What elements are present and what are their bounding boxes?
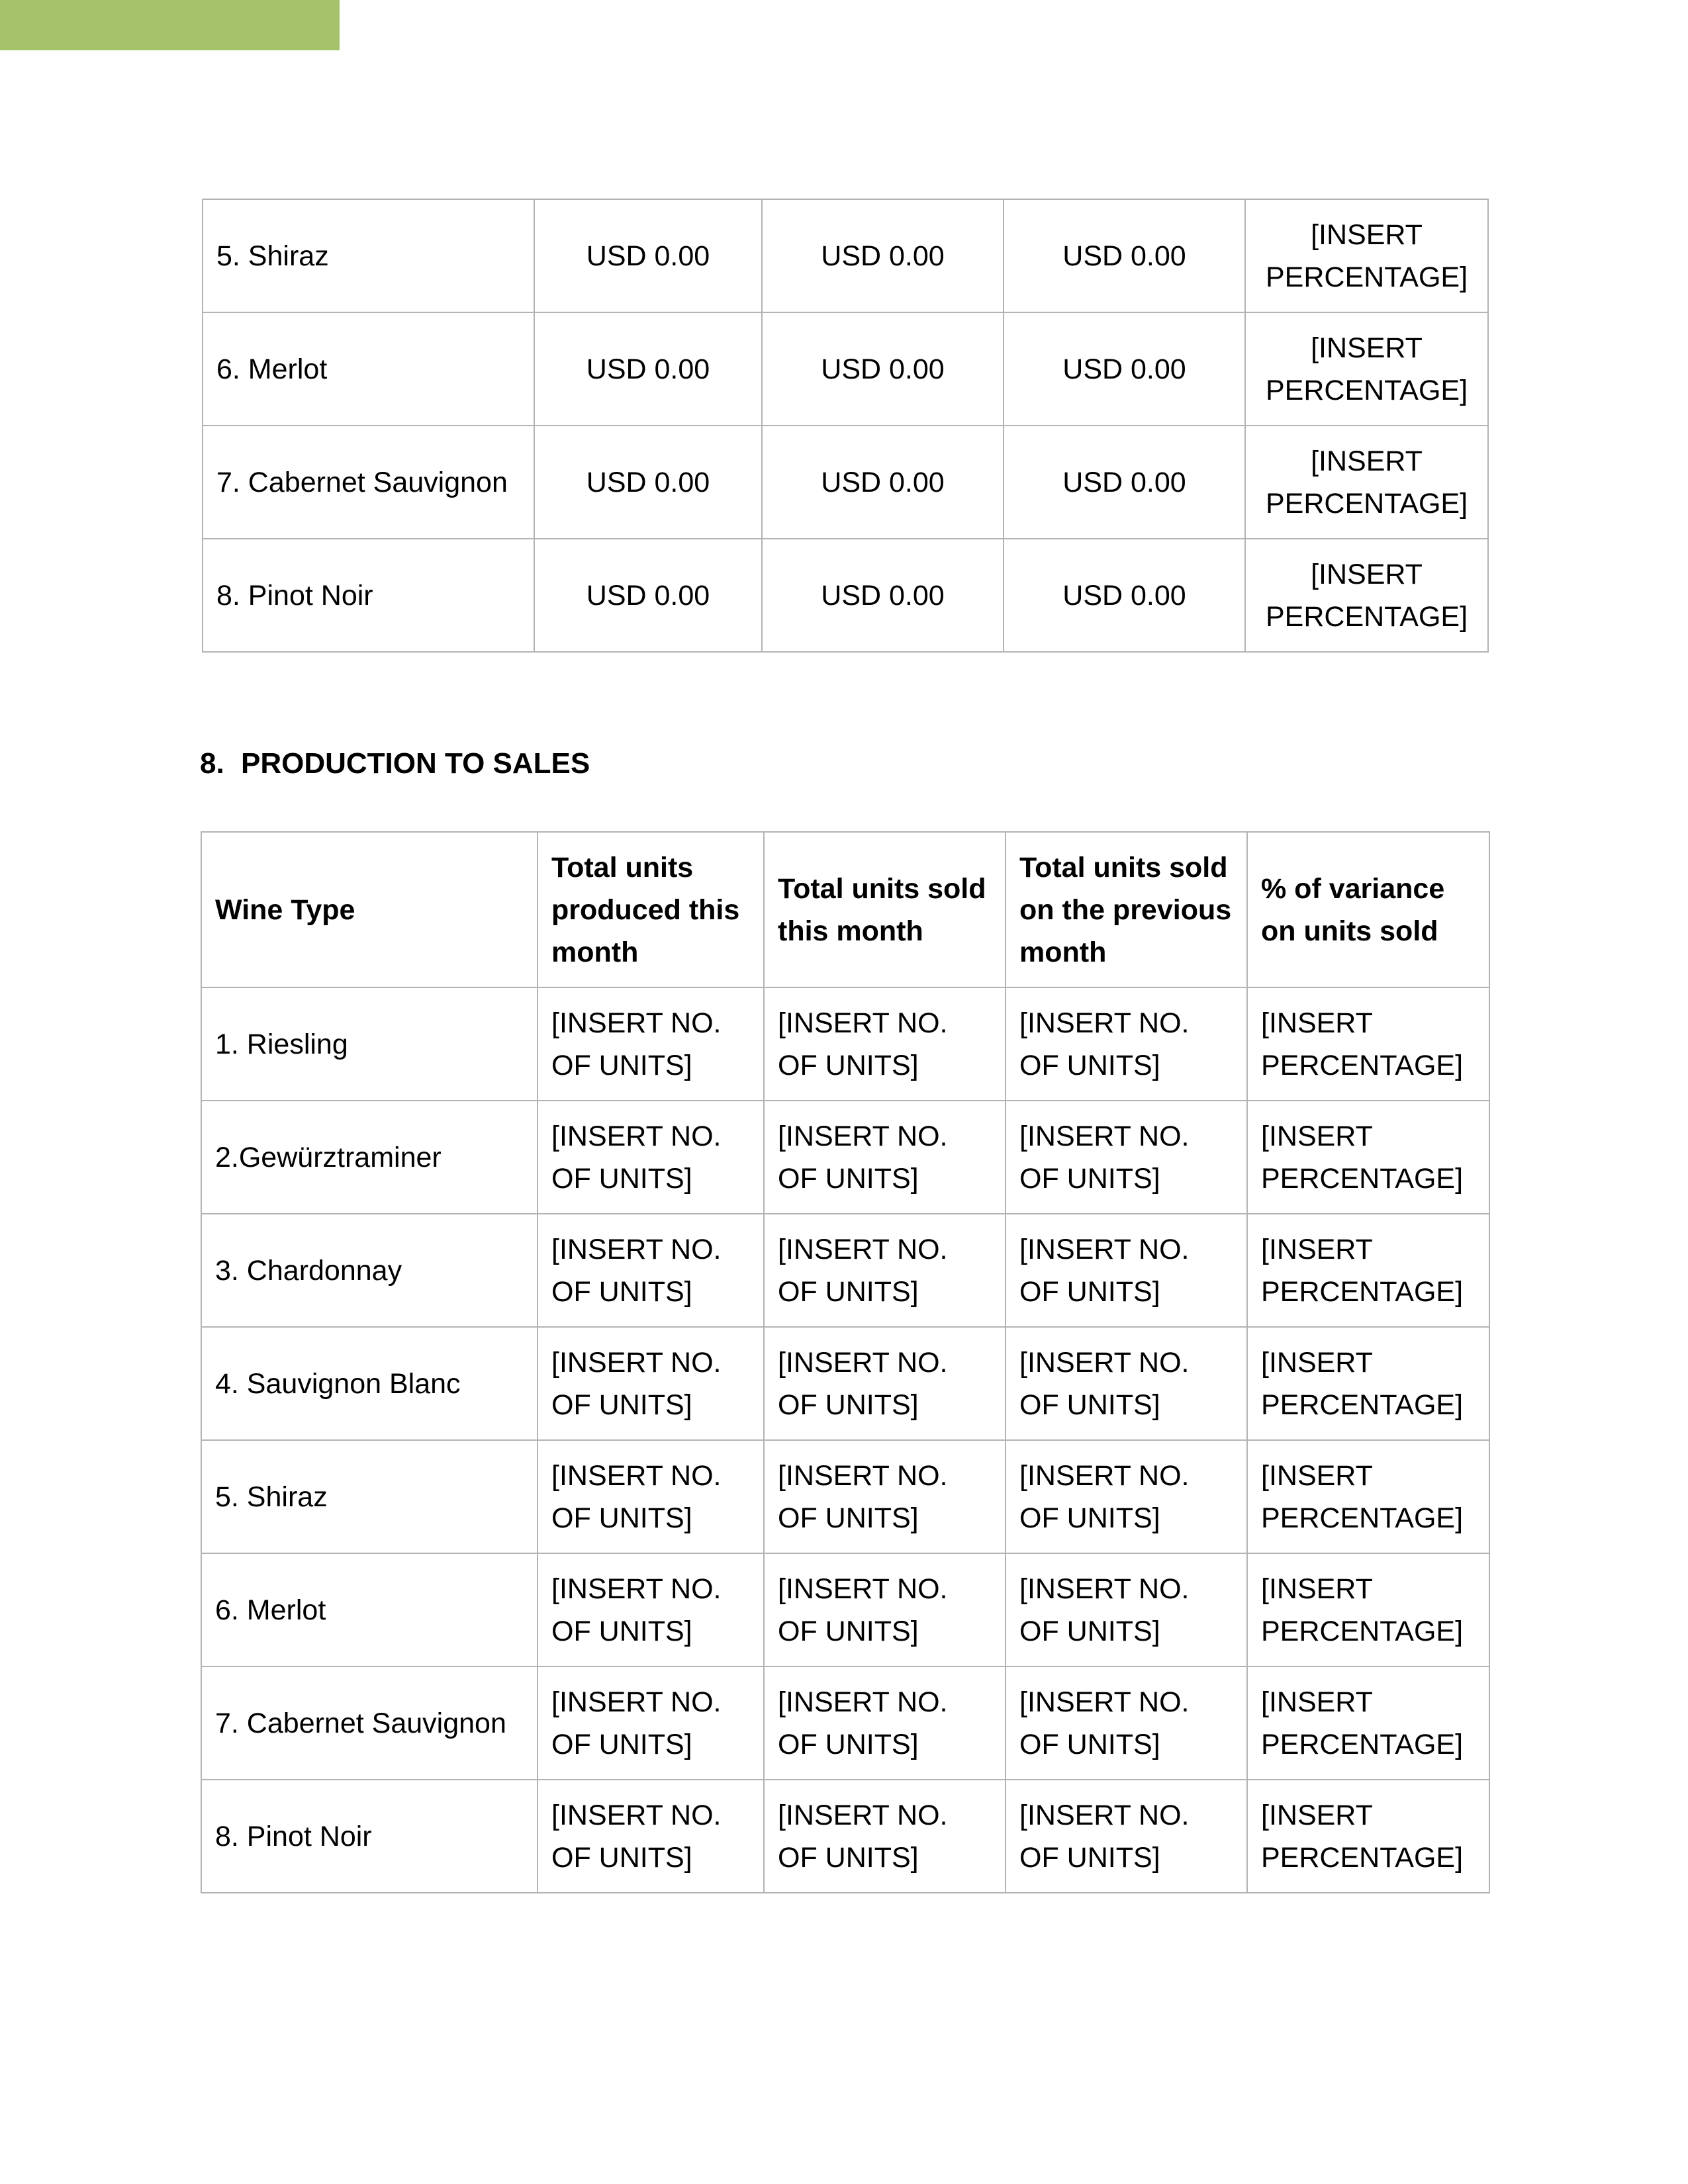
wine-type-cell: 6. Merlot [203,312,534,426]
column-header: Total units produced this month [538,832,764,987]
units-sold-previous-cell: [INSERT NO. OF UNITS] [1006,1101,1247,1214]
percentage-cell: [INSERT PERCENTAGE] [1245,199,1488,312]
units-sold-cell: [INSERT NO. OF UNITS] [764,1553,1006,1666]
percentage-cell: [INSERT PERCENTAGE] [1245,312,1488,426]
units-produced-cell: [INSERT NO. OF UNITS] [538,1440,764,1553]
table-row [203,426,1488,539]
value-cell: USD 0.00 [1004,312,1245,426]
table-row [201,1101,1489,1214]
percentage-cell: [INSERT PERCENTAGE] [1245,426,1488,539]
wine-type-cell: 7. Cabernet Sauvignon [201,1666,538,1780]
units-sold-cell: [INSERT NO. OF UNITS] [764,1101,1006,1214]
units-produced-cell: [INSERT NO. OF UNITS] [538,1214,764,1327]
variance-percentage-cell: [INSERT PERCENTAGE] [1247,1101,1489,1214]
table-header-row [201,832,1489,987]
variance-percentage-cell: [INSERT PERCENTAGE] [1247,1440,1489,1553]
units-produced-cell: [INSERT NO. OF UNITS] [538,1780,764,1893]
units-produced-cell: [INSERT NO. OF UNITS] [538,1666,764,1780]
value-cell: USD 0.00 [762,539,1004,652]
wine-price-table [202,199,1489,653]
units-sold-previous-cell: [INSERT NO. OF UNITS] [1006,1327,1247,1440]
units-produced-cell: [INSERT NO. OF UNITS] [538,1101,764,1214]
section-title: PRODUCTION TO SALES [241,747,590,780]
units-sold-previous-cell: [INSERT NO. OF UNITS] [1006,1440,1247,1553]
units-sold-cell: [INSERT NO. OF UNITS] [764,1440,1006,1553]
table-row [201,987,1489,1101]
table-row [203,312,1488,426]
header-accent-bar [0,0,340,50]
column-header: % of variance on units sold [1247,832,1489,987]
units-sold-previous-cell: [INSERT NO. OF UNITS] [1006,1780,1247,1893]
percentage-cell: [INSERT PERCENTAGE] [1245,539,1488,652]
units-sold-cell: [INSERT NO. OF UNITS] [764,1666,1006,1780]
wine-type-cell: 7. Cabernet Sauvignon [203,426,534,539]
wine-type-cell: 3. Chardonnay [201,1214,538,1327]
table-row [201,1440,1489,1553]
units-produced-cell: [INSERT NO. OF UNITS] [538,1327,764,1440]
variance-percentage-cell: [INSERT PERCENTAGE] [1247,1666,1489,1780]
column-header: Total units sold this month [764,832,1006,987]
value-cell: USD 0.00 [1004,426,1245,539]
table-row [201,1214,1489,1327]
value-cell: USD 0.00 [762,199,1004,312]
table-row [203,199,1488,312]
wine-type-cell: 4. Sauvignon Blanc [201,1327,538,1440]
table-row [201,1780,1489,1893]
value-cell: USD 0.00 [534,426,762,539]
units-produced-cell: [INSERT NO. OF UNITS] [538,1553,764,1666]
wine-type-cell: 2.Gewürztraminer [201,1101,538,1214]
table-row [201,1327,1489,1440]
table-row [203,539,1488,652]
units-sold-previous-cell: [INSERT NO. OF UNITS] [1006,1666,1247,1780]
wine-type-cell: 5. Shiraz [203,199,534,312]
wine-type-cell: 1. Riesling [201,987,538,1101]
variance-percentage-cell: [INSERT PERCENTAGE] [1247,1553,1489,1666]
units-produced-cell: [INSERT NO. OF UNITS] [538,987,764,1101]
column-header: Wine Type [201,832,538,987]
section-number: 8. [200,747,224,780]
table-row [201,1553,1489,1666]
wine-type-cell: 6. Merlot [201,1553,538,1666]
units-sold-previous-cell: [INSERT NO. OF UNITS] [1006,1553,1247,1666]
variance-percentage-cell: [INSERT PERCENTAGE] [1247,1214,1489,1327]
units-sold-previous-cell: [INSERT NO. OF UNITS] [1006,1214,1247,1327]
value-cell: USD 0.00 [762,312,1004,426]
value-cell: USD 0.00 [534,312,762,426]
value-cell: USD 0.00 [534,199,762,312]
units-sold-cell: [INSERT NO. OF UNITS] [764,1780,1006,1893]
table-row [201,1666,1489,1780]
units-sold-previous-cell: [INSERT NO. OF UNITS] [1006,987,1247,1101]
variance-percentage-cell: [INSERT PERCENTAGE] [1247,1780,1489,1893]
variance-percentage-cell: [INSERT PERCENTAGE] [1247,1327,1489,1440]
wine-type-cell: 5. Shiraz [201,1440,538,1553]
wine-type-cell: 8. Pinot Noir [203,539,534,652]
variance-percentage-cell: [INSERT PERCENTAGE] [1247,987,1489,1101]
production-to-sales-table [201,831,1490,1893]
value-cell: USD 0.00 [534,539,762,652]
column-header: Total units sold on the previous month [1006,832,1247,987]
units-sold-cell: [INSERT NO. OF UNITS] [764,1214,1006,1327]
units-sold-cell: [INSERT NO. OF UNITS] [764,987,1006,1101]
section-heading [200,744,590,784]
value-cell: USD 0.00 [762,426,1004,539]
value-cell: USD 0.00 [1004,199,1245,312]
units-sold-cell: [INSERT NO. OF UNITS] [764,1327,1006,1440]
value-cell: USD 0.00 [1004,539,1245,652]
wine-type-cell: 8. Pinot Noir [201,1780,538,1893]
